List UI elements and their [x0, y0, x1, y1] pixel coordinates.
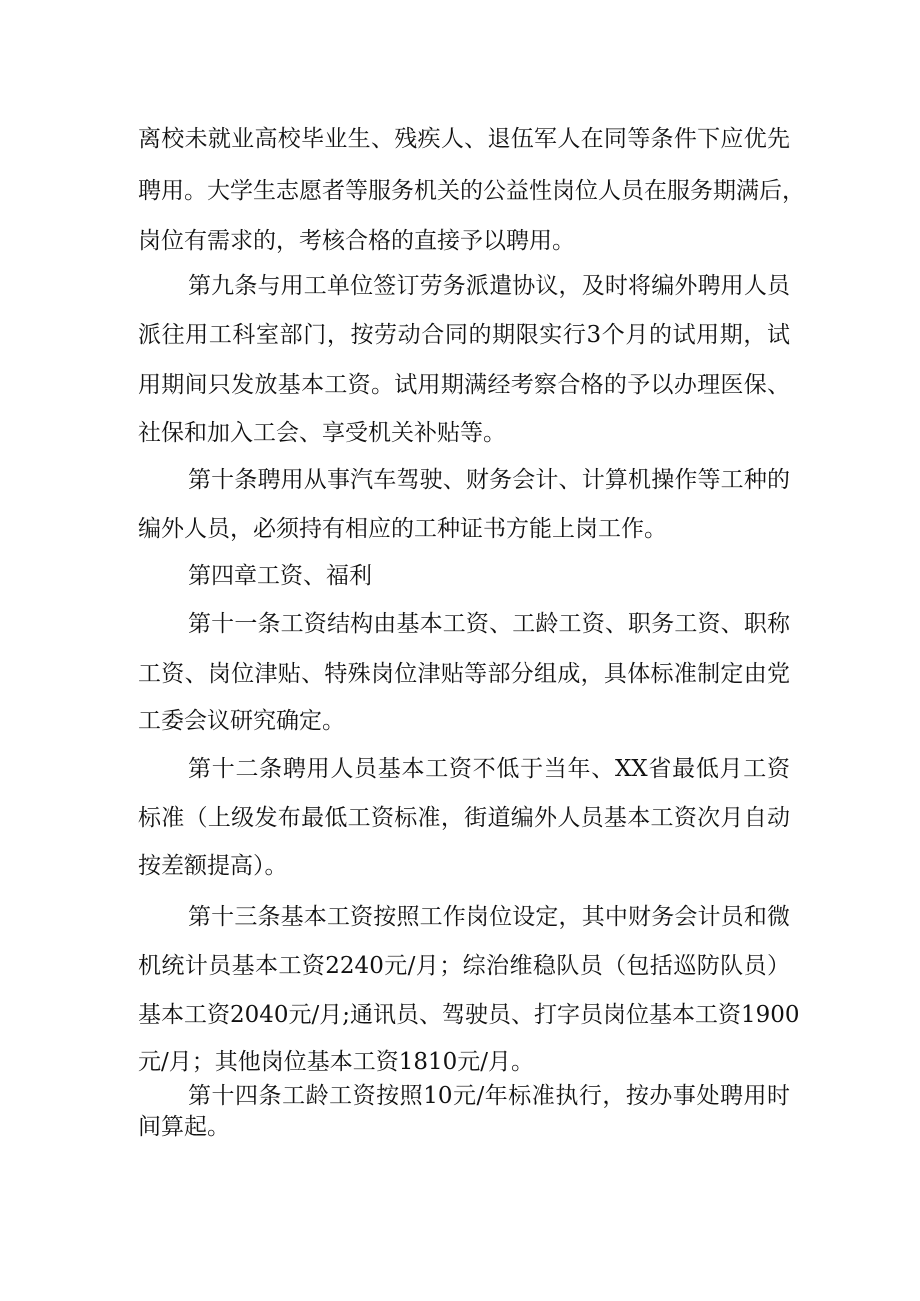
- paragraph-line: 聘用。大学生志愿者等服务机关的公益性岗位人员在服务期满后，: [138, 178, 805, 204]
- paragraph-line: 编外人员，必须持有相应的工种证书方能上岗工作。: [138, 516, 667, 542]
- paragraph-line: 基本工资2040元/月;通讯员、驾驶员、打字员岗位基本工资1900: [138, 1002, 800, 1028]
- paragraph-line: 标准（上级发布最低工资标准，街道编外人员基本工资次月自动: [138, 805, 790, 831]
- paragraph-line: 元/月；其他岗位基本工资1810元/月。: [138, 1049, 535, 1075]
- paragraph-line: 工委会议研究确定。: [138, 708, 345, 734]
- paragraph-line: 岗位有需求的，考核合格的直接予以聘用。: [138, 228, 575, 254]
- paragraph-line: 社保和加入工会、享受机关补贴等。: [138, 420, 506, 446]
- paragraph-line: 工资、岗位津贴、特殊岗位津贴等部分组成，具体标准制定由党: [138, 661, 790, 687]
- paragraph-line: 按差额提高）。: [138, 853, 288, 879]
- paragraph-line: 离校未就业高校毕业生、残疾人、退伍军人在同等条件下应优先: [138, 126, 790, 152]
- paragraph-line: 机统计员基本工资2240元/月；综治维稳队员（包括巡防队员）: [138, 953, 790, 979]
- chapter-heading: 第四章工资、福利: [188, 563, 372, 589]
- article-12-line: 第十二条聘用人员基本工资不低于当年、XX省最低月工资: [188, 756, 790, 782]
- paragraph-line: 间算起。: [138, 1114, 230, 1140]
- article-10-line: 第十条聘用从事汽车驾驶、财务会计、计算机操作等工种的: [188, 467, 790, 493]
- article-13-line: 第十三条基本工资按照工作岗位设定，其中财务会计员和微: [188, 904, 790, 930]
- paragraph-line: 用期间只发放基本工资。试用期满经考察合格的予以办理医保、: [138, 372, 790, 398]
- paragraph-line: 派往用工科室部门，按劳动合同的期限实行3个月的试用期，试: [138, 322, 790, 348]
- article-9-line: 第九条与用工单位签订劳务派遣协议，及时将编外聘用人员: [188, 273, 790, 299]
- article-14-line: 第十四条工龄工资按照10元/年标准执行，按办事处聘用时: [188, 1083, 790, 1109]
- article-11-line: 第十一条工资结构由基本工资、工龄工资、职务工资、职称: [188, 611, 790, 637]
